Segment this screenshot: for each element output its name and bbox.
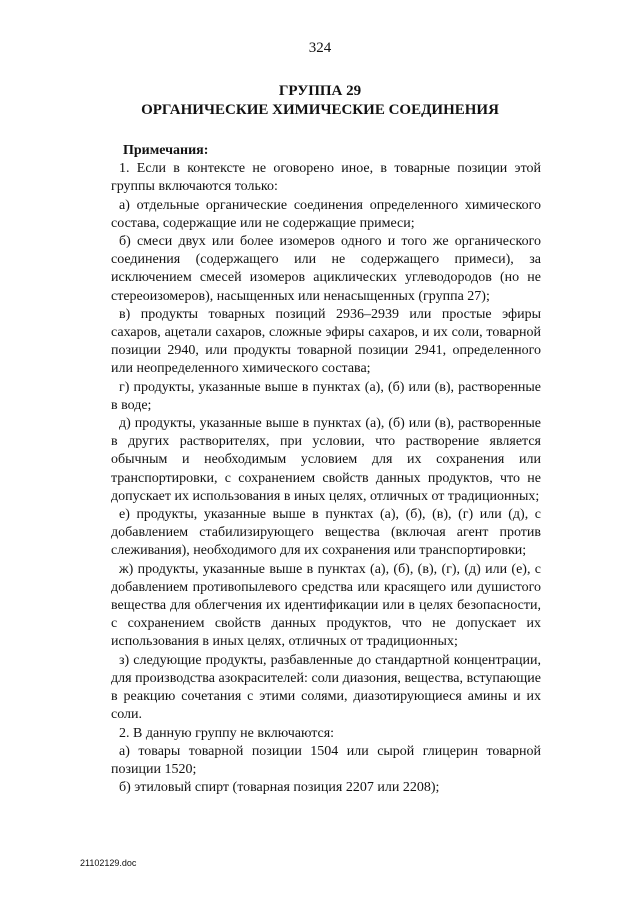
note-1-item-e: е) продукты, указанные выше в пунктах (а), (б), (в), (г) или (д), с добавлением стабилизирующего вещества (включая агент против слеживания), необходимого для их сохранения или транспортировки; xyxy=(111,507,541,559)
note-1-intro: 1. Если в контексте не оговорено иное, в товарные позиции этой группы включаются только: xyxy=(111,161,541,195)
note-2-intro: 2. В данную группу не включаются: xyxy=(119,725,335,741)
note-1-item-b: б) смеси двух или более изомеров одного и того же органического соединения (содержащего или не содержащего примеси), за исключением смесей изомеров ациклических углеводородов (но не стереоизомеров), насыщенных или ненасыщенных (группа 27); xyxy=(111,234,541,304)
note-1-item-g: г) продукты, указанные выше в пунктах (а), (б) или (в), растворенные в воде; xyxy=(111,379,541,413)
note-1-item-v: в) продукты товарных позиций 2936–2939 или простые эфиры сахаров, ацетали сахаров, сложные эфиры сахаров, и их соли, товарной позиции 2940, или продукты товарной позиции 2941, определенного или неопределенного химического состава; xyxy=(111,306,541,377)
note-1-item-z: з) следующие продукты, разбавленные до стандартной концентрации, для производства азокрасителей: соли диазония, вещества, вступающие в реакцию сочетания с этими солями, диазотирующиеся амины и их соли. xyxy=(111,652,541,723)
group-title-line-2: ОРГАНИЧЕСКИЕ ХИМИЧЕСКИЕ СОЕДИНЕНИЯ xyxy=(141,102,499,118)
notes-section xyxy=(111,142,541,797)
group-title xyxy=(0,82,640,120)
footer-filename: 21102129.doc xyxy=(80,858,137,868)
note-1-item-a: а) отдельные органические соединения определенного химического состава, содержащие или не содержащие примеси; xyxy=(111,197,541,231)
notes-heading: Примечания: xyxy=(123,143,209,158)
note-1-item-zh: ж) продукты, указанные выше в пунктах (а), (б), (в), (г), (д) или (е), с добавлением противопылевого средства или красящего или душистого вещества для облегчения их идентификации или в целях безопасности, с сохранением свойств данных продуктов, что не допускает их использования в иных целях, отличных от традиционных; xyxy=(111,561,541,650)
note-2-item-a: а) товары товарной позиции 1504 или сырой глицерин товарной позиции 1520; xyxy=(111,743,541,777)
note-2-item-b: б) этиловый спирт (товарная позиция 2207 или 2208); xyxy=(119,780,440,796)
group-title-line-1: ГРУППА 29 xyxy=(278,83,362,99)
note-1-item-d: д) продукты, указанные выше в пунктах (а), (б) или (в), растворенные в других растворителях, при условии, что растворение является обычным и необходимым условием для их сохранения или транспортировки, с сохранением свойств данных продуктов, что не допускает их использования в иных целях, отличных от традиционных; xyxy=(111,416,541,504)
page-number: 324 xyxy=(308,40,332,56)
